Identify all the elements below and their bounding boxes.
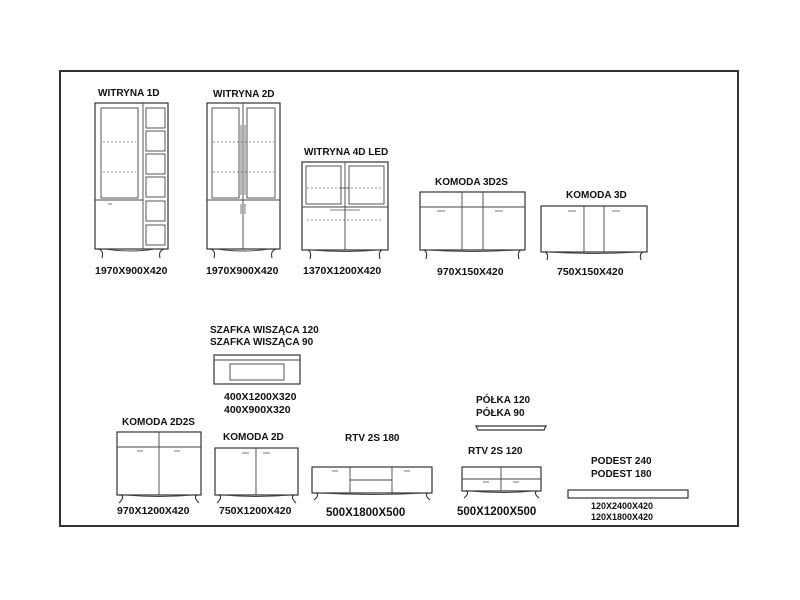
witryna-2d-dims: 1970X900X420 xyxy=(206,265,279,277)
rtv-2s-180-dims: 500X1800X500 xyxy=(326,507,406,519)
szafka-wiszaca-120-dims: 400X1200X320 xyxy=(224,391,297,403)
polka-drawing xyxy=(476,426,546,430)
podest-drawing xyxy=(568,490,688,498)
witryna-1d-dims: 1970X900X420 xyxy=(95,265,168,277)
komoda-3d-drawing xyxy=(541,206,647,260)
witryna-4d-led-label: WITRYNA 4D LED xyxy=(304,147,389,158)
witryna-2d-drawing xyxy=(207,103,280,258)
rtv-2s-120-label: RTV 2S 120 xyxy=(468,446,523,457)
witryna-2d-label: WITRYNA 2D xyxy=(213,89,275,100)
polka-90-label: PÓŁKA 90 xyxy=(476,408,525,419)
komoda-2d2s-dims: 970X1200X420 xyxy=(117,505,190,517)
rtv-2s-180-label: RTV 2S 180 xyxy=(345,433,400,444)
witryna-4d-led-drawing xyxy=(302,162,388,259)
komoda-3d2s-dims: 970X150X420 xyxy=(437,266,504,278)
szafka-wiszaca-120-label: SZAFKA WISZĄCA 120 xyxy=(210,325,319,336)
podest-240-dims: 120X2400X420 xyxy=(591,501,654,511)
komoda-3d-label: KOMODA 3D xyxy=(566,190,627,201)
komoda-2d-label: KOMODA 2D xyxy=(223,432,284,443)
komoda-2d2s-drawing xyxy=(117,432,201,503)
szafka-wiszaca-drawing xyxy=(214,355,300,384)
rtv-2s-180-drawing xyxy=(312,467,432,500)
witryna-1d-label: WITRYNA 1D xyxy=(98,88,160,99)
podest-240-label: PODEST 240 xyxy=(591,456,652,467)
polka-120-label: PÓŁKA 120 xyxy=(476,395,531,406)
rtv-2s-120-drawing xyxy=(462,467,541,498)
komoda-3d2s-drawing xyxy=(420,192,525,259)
szafka-wiszaca-90-label: SZAFKA WISZĄCA 90 xyxy=(210,337,314,348)
szafka-wiszaca-90-dims: 400X900X320 xyxy=(224,404,291,416)
komoda-2d-drawing xyxy=(215,448,298,503)
witryna-1d-drawing xyxy=(95,103,168,258)
komoda-3d-dims: 750X150X420 xyxy=(557,266,624,278)
rtv-2s-120-dims: 500X1200X500 xyxy=(457,506,537,518)
komoda-2d-dims: 750X1200X420 xyxy=(219,505,292,517)
komoda-2d2s-label: KOMODA 2D2S xyxy=(122,417,195,428)
podest-180-dims: 120X1800X420 xyxy=(591,512,654,522)
podest-180-label: PODEST 180 xyxy=(591,469,652,480)
komoda-3d2s-label: KOMODA 3D2S xyxy=(435,177,508,188)
witryna-4d-led-dims: 1370X1200X420 xyxy=(303,265,382,277)
